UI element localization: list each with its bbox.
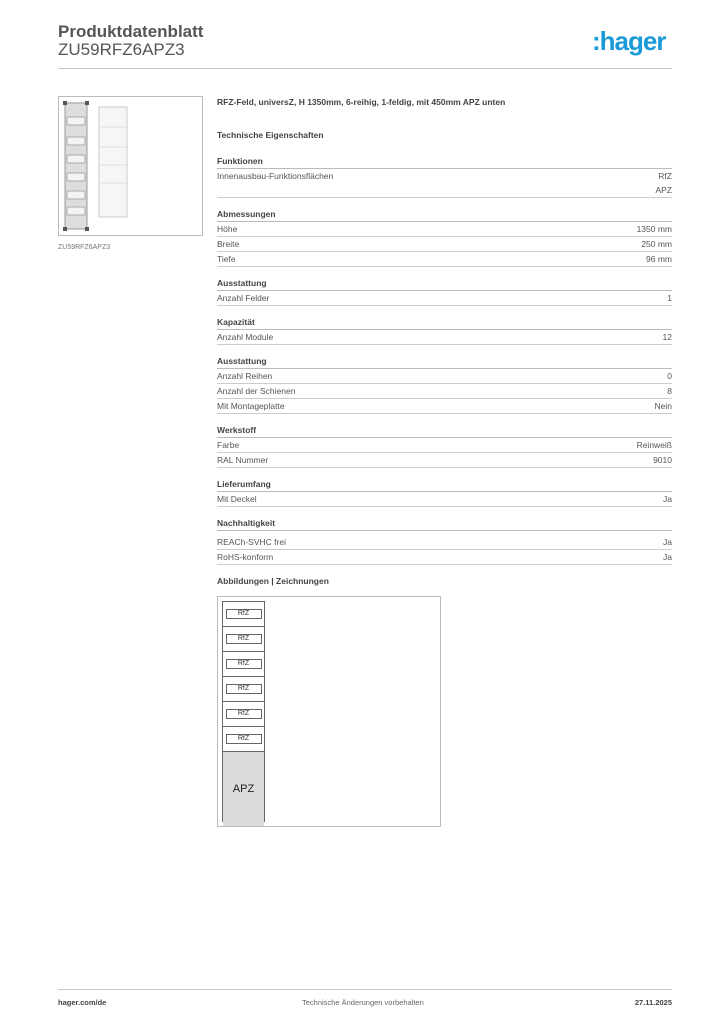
- table-row: [217, 222, 672, 237]
- row-label: Innenausbau-Funktionsflächen: [217, 171, 334, 181]
- row-label: Breite: [217, 239, 240, 249]
- technical-drawing: [217, 596, 441, 827]
- row-label: Mit Montageplatte: [217, 401, 285, 411]
- section-werkstoff: [217, 423, 672, 468]
- drawing-row: [223, 702, 264, 727]
- table-row: [217, 384, 672, 399]
- row-label: Farbe: [217, 440, 240, 450]
- table-row: [217, 399, 672, 414]
- footer-divider: [58, 989, 672, 990]
- table-row: [217, 453, 672, 468]
- drawing-label: RfZ: [226, 609, 262, 619]
- row-value: 9010: [653, 455, 672, 465]
- section-ausstattung: [217, 276, 672, 306]
- table-row: [217, 169, 672, 198]
- product-image: [58, 96, 203, 236]
- product-description: RFZ-Feld, universZ, H 1350mm, 6-reihig, 1-feldig, mit 450mm APZ unten: [217, 97, 506, 107]
- image-caption: ZU59RFZ6APZ3: [58, 244, 111, 251]
- drawing-label: RfZ: [226, 634, 262, 644]
- value-line: APZ: [655, 185, 672, 195]
- table-row: [217, 252, 672, 267]
- row-value: Ja: [663, 494, 672, 504]
- properties-table: [217, 154, 672, 574]
- section-title: Lieferumfang: [217, 477, 672, 492]
- table-row: [217, 369, 672, 384]
- product-illustration: [59, 97, 202, 235]
- section-title: Ausstattung: [217, 276, 672, 291]
- footer-date: 27.11.2025: [634, 998, 672, 1007]
- row-label: Anzahl Reihen: [217, 371, 273, 381]
- table-row: [217, 438, 672, 453]
- section-lieferumfang: [217, 477, 672, 507]
- row-value: 96 mm: [646, 254, 672, 264]
- drawing-column: [222, 601, 265, 822]
- row-value: Ja: [663, 552, 672, 562]
- row-value: Reinweiß: [636, 440, 672, 450]
- row-label: Mit Deckel: [217, 494, 257, 504]
- section-abmessungen: [217, 207, 672, 267]
- table-row: [217, 550, 672, 565]
- section-title: Werkstoff: [217, 423, 672, 438]
- row-label: Höhe: [217, 224, 238, 234]
- page-title: Produktdatenblatt: [58, 22, 204, 41]
- row-label: RAL Nummer: [217, 455, 269, 465]
- row-value: 0: [667, 371, 672, 381]
- row-value: 250 mm: [641, 239, 672, 249]
- row-label: RoHS-konform: [217, 552, 274, 562]
- drawing-label: RfZ: [226, 709, 262, 719]
- table-row: [217, 535, 672, 550]
- section-funktionen: [217, 154, 672, 198]
- table-row: [217, 237, 672, 252]
- row-value: Ja: [663, 537, 672, 547]
- drawing-row: [223, 602, 264, 627]
- row-label: REACh-SVHC frei: [217, 537, 286, 547]
- section-title: Kapazität: [217, 315, 672, 330]
- apz-block: APZ: [223, 752, 264, 826]
- table-row: [217, 330, 672, 345]
- drawing-label: RfZ: [226, 659, 262, 669]
- row-value: 1350 mm: [636, 224, 672, 234]
- section-nachhaltigkeit: [217, 516, 672, 565]
- drawing-label: RfZ: [226, 734, 262, 744]
- table-row: [217, 291, 672, 306]
- footer-website[interactable]: hager.com/de: [58, 998, 107, 1007]
- value-line: RfZ: [658, 171, 672, 181]
- row-label: Anzahl Module: [217, 332, 274, 342]
- row-value: Nein: [654, 401, 672, 411]
- drawing-row: [223, 652, 264, 677]
- row-value: 1: [667, 293, 672, 303]
- row-label: Anzahl Felder: [217, 293, 270, 303]
- row-value: [655, 169, 672, 197]
- drawing-row: [223, 677, 264, 702]
- row-value: 12: [662, 332, 672, 342]
- article-number: ZU59RFZ6APZ3: [58, 40, 185, 59]
- section-ausstattung-2: [217, 354, 672, 414]
- header-divider: [58, 68, 672, 69]
- tech-heading: Technische Eigenschaften: [217, 130, 324, 140]
- section-kapazitaet: [217, 315, 672, 345]
- drawings-heading: Abbildungen | Zeichnungen: [217, 576, 329, 586]
- footer-disclaimer: Technische Änderungen vorbehalten: [302, 998, 424, 1007]
- drawing-row: [223, 627, 264, 652]
- drawing-label: RfZ: [226, 684, 262, 694]
- row-label: Tiefe: [217, 254, 236, 264]
- row-label: Anzahl der Schienen: [217, 386, 296, 396]
- section-title: Funktionen: [217, 154, 672, 169]
- section-title: Nachhaltigkeit: [217, 516, 672, 531]
- table-row: [217, 492, 672, 507]
- hager-logo: :hager: [592, 26, 666, 56]
- drawing-row: [223, 727, 264, 752]
- row-value: 8: [667, 386, 672, 396]
- section-title: Abmessungen: [217, 207, 672, 222]
- section-title: Ausstattung: [217, 354, 672, 369]
